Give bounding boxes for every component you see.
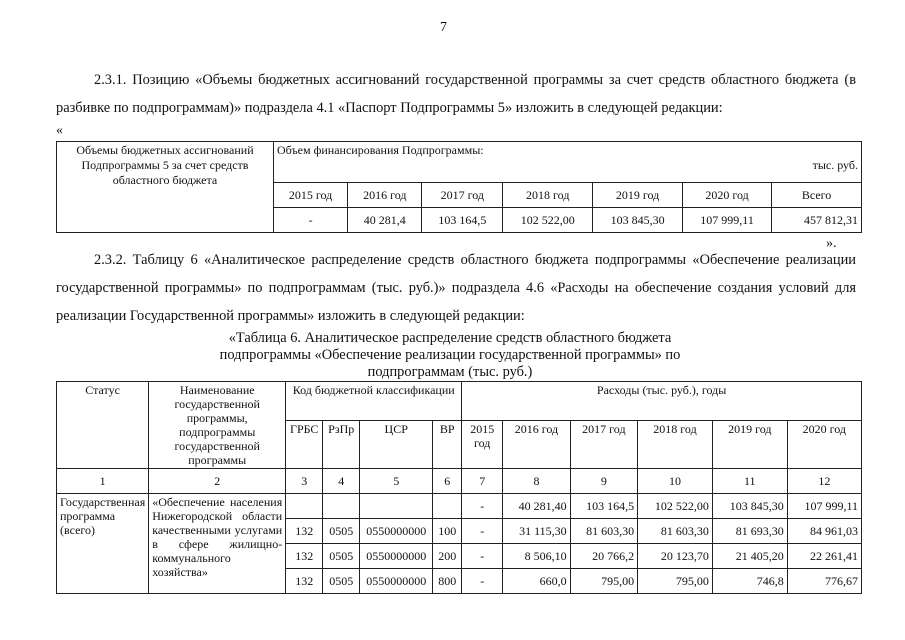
- value-cell: 102 522,00: [638, 494, 713, 519]
- table-caption: «Таблица 6. Аналитическое распределение средств областного бюджета подпрограммы «Обеспечение реализации государственной программы» по подпрограммам (тыс. руб.): [219, 330, 681, 380]
- header-year: 2019 год: [712, 421, 787, 469]
- value-cell: -: [462, 519, 503, 544]
- value-cell: 31 115,30: [503, 519, 570, 544]
- column-number: 11: [712, 469, 787, 494]
- rzpr-cell: [323, 494, 360, 519]
- rzpr-cell: 0505: [323, 569, 360, 594]
- grbs-cell: [286, 494, 323, 519]
- header-vr: ВР: [433, 421, 462, 469]
- year-header: 2020 год: [682, 183, 771, 208]
- column-number: 6: [433, 469, 462, 494]
- value-cell: 20 766,2: [570, 544, 637, 569]
- column-number: 9: [570, 469, 637, 494]
- financing-title-cell: [274, 142, 862, 183]
- header-name: Наименование государственной программы, подпрограммы государственной программы: [149, 382, 286, 469]
- column-number: 4: [323, 469, 360, 494]
- csr-cell: 0550000000: [360, 569, 433, 594]
- vr-cell: 800: [433, 569, 462, 594]
- value-cell: 20 123,70: [638, 544, 713, 569]
- year-header: 2016 год: [348, 183, 422, 208]
- value-cell: 40 281,4: [348, 208, 422, 233]
- column-number: 10: [638, 469, 713, 494]
- header-year: 2017 год: [570, 421, 637, 469]
- csr-cell: [360, 494, 433, 519]
- grbs-cell: 132: [286, 569, 323, 594]
- year-header: 2018 год: [503, 183, 593, 208]
- grbs-cell: 132: [286, 519, 323, 544]
- column-number: 1: [57, 469, 149, 494]
- total-value-cell: 457 812,31: [772, 208, 862, 233]
- value-cell: 102 522,00: [503, 208, 593, 233]
- column-number: 12: [787, 469, 861, 494]
- value-cell: 81 693,30: [712, 519, 787, 544]
- budget-allocation-table: [56, 141, 862, 233]
- unit-label: тыс. руб.: [812, 158, 858, 172]
- value-cell: 795,00: [570, 569, 637, 594]
- value-cell: -: [274, 208, 348, 233]
- value-cell: 22 261,41: [787, 544, 861, 569]
- year-header: 2015 год: [274, 183, 348, 208]
- total-header: Всего: [772, 183, 862, 208]
- quote-open: «: [56, 123, 63, 138]
- header-year: 2016 год: [503, 421, 570, 469]
- value-cell: 84 961,03: [787, 519, 861, 544]
- program-name-cell: «Обеспечение населения Нижегородской области качественными услугами в сфере жилищно-коммунального хозяйства»: [149, 494, 286, 594]
- header-csr: ЦСР: [360, 421, 433, 469]
- column-number: 2: [149, 469, 286, 494]
- column-number: 5: [360, 469, 433, 494]
- value-cell: 21 405,20: [712, 544, 787, 569]
- grbs-cell: 132: [286, 544, 323, 569]
- status-cell: Государственная программа (всего): [57, 494, 149, 594]
- value-cell: 103 845,30: [593, 208, 683, 233]
- value-cell: -: [462, 544, 503, 569]
- value-cell: 81 603,30: [638, 519, 713, 544]
- value-cell: 107 999,11: [787, 494, 861, 519]
- value-cell: 40 281,40: [503, 494, 570, 519]
- analytic-distribution-table: [56, 381, 862, 594]
- header-expenses: Расходы (тыс. руб.), годы: [462, 382, 862, 421]
- value-cell: 81 603,30: [570, 519, 637, 544]
- value-cell: 8 506,10: [503, 544, 570, 569]
- year-header: 2019 год: [593, 183, 683, 208]
- header-code: Код бюджетной классификации: [286, 382, 462, 421]
- column-number: 3: [286, 469, 323, 494]
- value-cell: 795,00: [638, 569, 713, 594]
- value-cell: -: [462, 494, 503, 519]
- csr-cell: 0550000000: [360, 519, 433, 544]
- header-status: Статус: [57, 382, 149, 469]
- header-year: 2018 год: [638, 421, 713, 469]
- value-cell: 746,8: [712, 569, 787, 594]
- page-number: 7: [440, 20, 447, 35]
- value-cell: 103 164,5: [422, 208, 503, 233]
- header-rzpr: РзПр: [323, 421, 360, 469]
- column-number: 7: [462, 469, 503, 494]
- value-cell: 103 845,30: [712, 494, 787, 519]
- value-cell: 103 164,5: [570, 494, 637, 519]
- value-cell: 776,67: [787, 569, 861, 594]
- rzpr-cell: 0505: [323, 544, 360, 569]
- csr-cell: 0550000000: [360, 544, 433, 569]
- allocation-label: Объемы бюджетных ассигнований Подпрограммы 5 за счет средств областного бюджета: [57, 142, 274, 233]
- vr-cell: [433, 494, 462, 519]
- value-cell: 660,0: [503, 569, 570, 594]
- header-grbs: ГРБС: [286, 421, 323, 469]
- vr-cell: 100: [433, 519, 462, 544]
- paragraph-2-3-1: 2.3.1. Позицию «Объемы бюджетных ассигнований государственной программы за счет средств областного бюджета (в разбивке по подпрограммам)» подраздела 4.1 «Паспорт Подпрограммы 5» изложить в следующей редакции:: [56, 72, 856, 116]
- header-year: 2015 год: [462, 421, 503, 469]
- value-cell: -: [462, 569, 503, 594]
- rzpr-cell: 0505: [323, 519, 360, 544]
- financing-title: Объем финансирования Подпрограммы:: [277, 143, 484, 157]
- value-cell: 107 999,11: [682, 208, 771, 233]
- vr-cell: 200: [433, 544, 462, 569]
- header-year: 2020 год: [787, 421, 861, 469]
- year-header: 2017 год: [422, 183, 503, 208]
- column-number: 8: [503, 469, 570, 494]
- paragraph-2-3-2: 2.3.2. Таблицу 6 «Аналитическое распределение средств областного бюджета подпрограммы «Обеспечение реализации государственной программы» по подпрограммам (тыс. руб.)» подраздела 4.6 «Расходы на обеспечение создания условий для реализации Государственной программы» изложить в следующей редакции:: [56, 252, 856, 324]
- quote-close: ».: [826, 236, 837, 251]
- table-row: [57, 494, 862, 519]
